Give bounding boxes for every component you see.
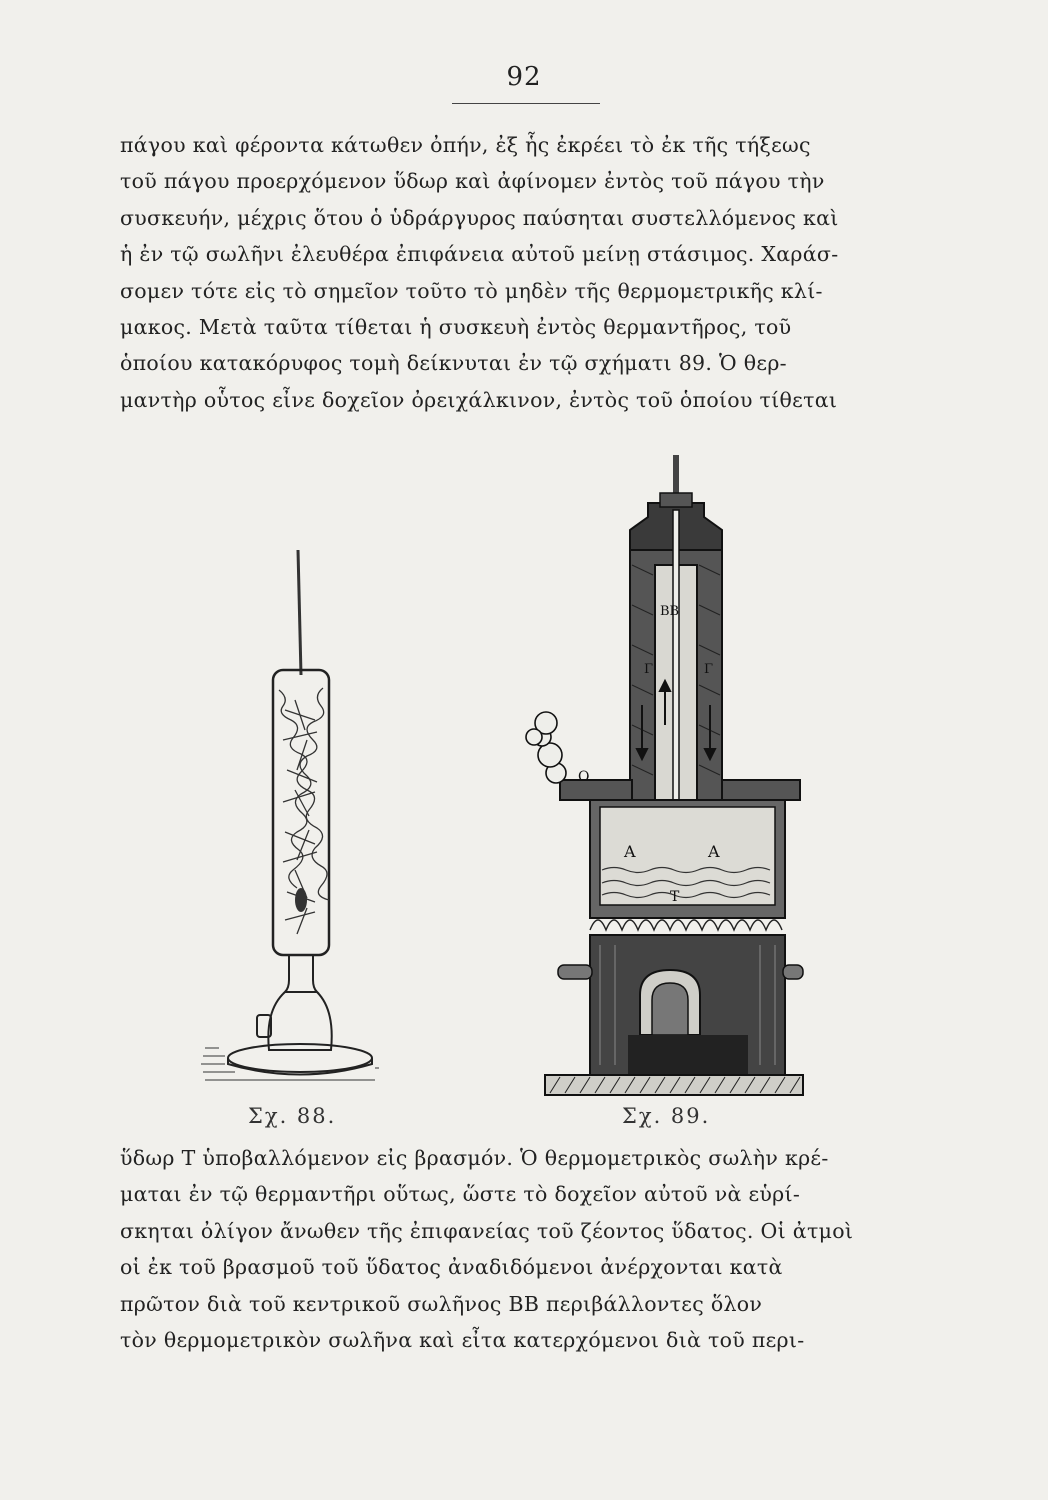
text-line: ὁποίου κατακόρυφος τομὴ δείκνυται ἐν τῷ σχήματι 89. Ὁ θερ- (120, 351, 787, 376)
text-line: μακος. Μετὰ ταῦτα τίθεται ἡ συσκευὴ ἐντὸς θερμαντῆρος, τοῦ (120, 315, 792, 340)
text-line: πάγου καὶ φέροντα κάτωθεν ὀπήν, ἐξ ἧς ἐκρέει τὸ ἐκ τῆς τήξεως (120, 133, 811, 157)
page-number: 92 (506, 62, 542, 92)
paragraph-bottom (120, 1140, 960, 1358)
figure-88-caption: Σχ. 88. (248, 1104, 337, 1128)
label-bb: BB (660, 604, 680, 619)
text-line: μαται ἐν τῷ θερμαντῆρι οὕτως, ὥστε τὸ δοχεῖον αὐτοῦ νὰ εὑρί- (120, 1182, 801, 1207)
label-gamma-right: Γ (704, 662, 714, 677)
text-line: σομεν τότε εἰς τὸ σημεῖον τοῦτο τὸ μηδὲν τῆς θερμομετρικῆς κλί- (120, 278, 823, 303)
paragraph-top (120, 127, 960, 418)
text-line: οἱ ἐκ τοῦ βρασμοῦ τοῦ ὕδατος ἀναδιδόμενοι ἀνέρχονται κατὰ (120, 1255, 783, 1280)
figure-89-heater-section-illustration (520, 455, 810, 1100)
figure-88-thermometer-illustration (195, 540, 380, 1100)
text-line: σκηται ὀλίγον ἄνωθεν τῆς ἐπιφανείας τοῦ ζέοντος ὕδατος. Οἱ ἀτμοὶ (120, 1218, 854, 1243)
label-tau: Τ (670, 889, 680, 905)
text-line: πρῶτον διὰ τοῦ κεντρικοῦ σωλῆνος BB περιβάλλοντες ὅλον (120, 1291, 763, 1316)
figure-89-caption: Σχ. 89. (622, 1104, 711, 1128)
label-alpha-right: Α (708, 842, 720, 861)
text-line: συσκευήν, μέχρις ὅτου ὁ ὑδράργυρος παύσηται συστελλόμενος καὶ (120, 205, 839, 230)
text-line: ὕδωρ Τ ὑποβαλλόμενον εἰς βρασμόν. Ὁ θερμομετρικὸς σωλὴν κρέ- (120, 1146, 829, 1170)
header-rule (452, 103, 600, 104)
text-line: ἡ ἐν τῷ σωλῆνι ἐλευθέρα ἐπιφάνεια αὐτοῦ μείνῃ στάσιμος. Χαράσ- (120, 242, 839, 267)
label-gamma-left: Γ (644, 662, 654, 677)
label-omicron: Ο (578, 769, 590, 785)
label-alpha-left: Α (624, 842, 636, 861)
text-line: τοῦ πάγου προερχόμενον ὕδωρ καὶ ἀφίνομεν ἐντὸς τοῦ πάγου τὴν (120, 169, 825, 194)
text-line: μαντὴρ οὗτος εἶνε δοχεῖον ὀρειχάλκινον, ἐντὸς τοῦ ὁποίου τίθεται (120, 387, 838, 412)
text-line: τὸν θερμομετρικὸν σωλῆνα καὶ εἶτα κατερχόμενοι διὰ τοῦ περι- (120, 1328, 805, 1353)
